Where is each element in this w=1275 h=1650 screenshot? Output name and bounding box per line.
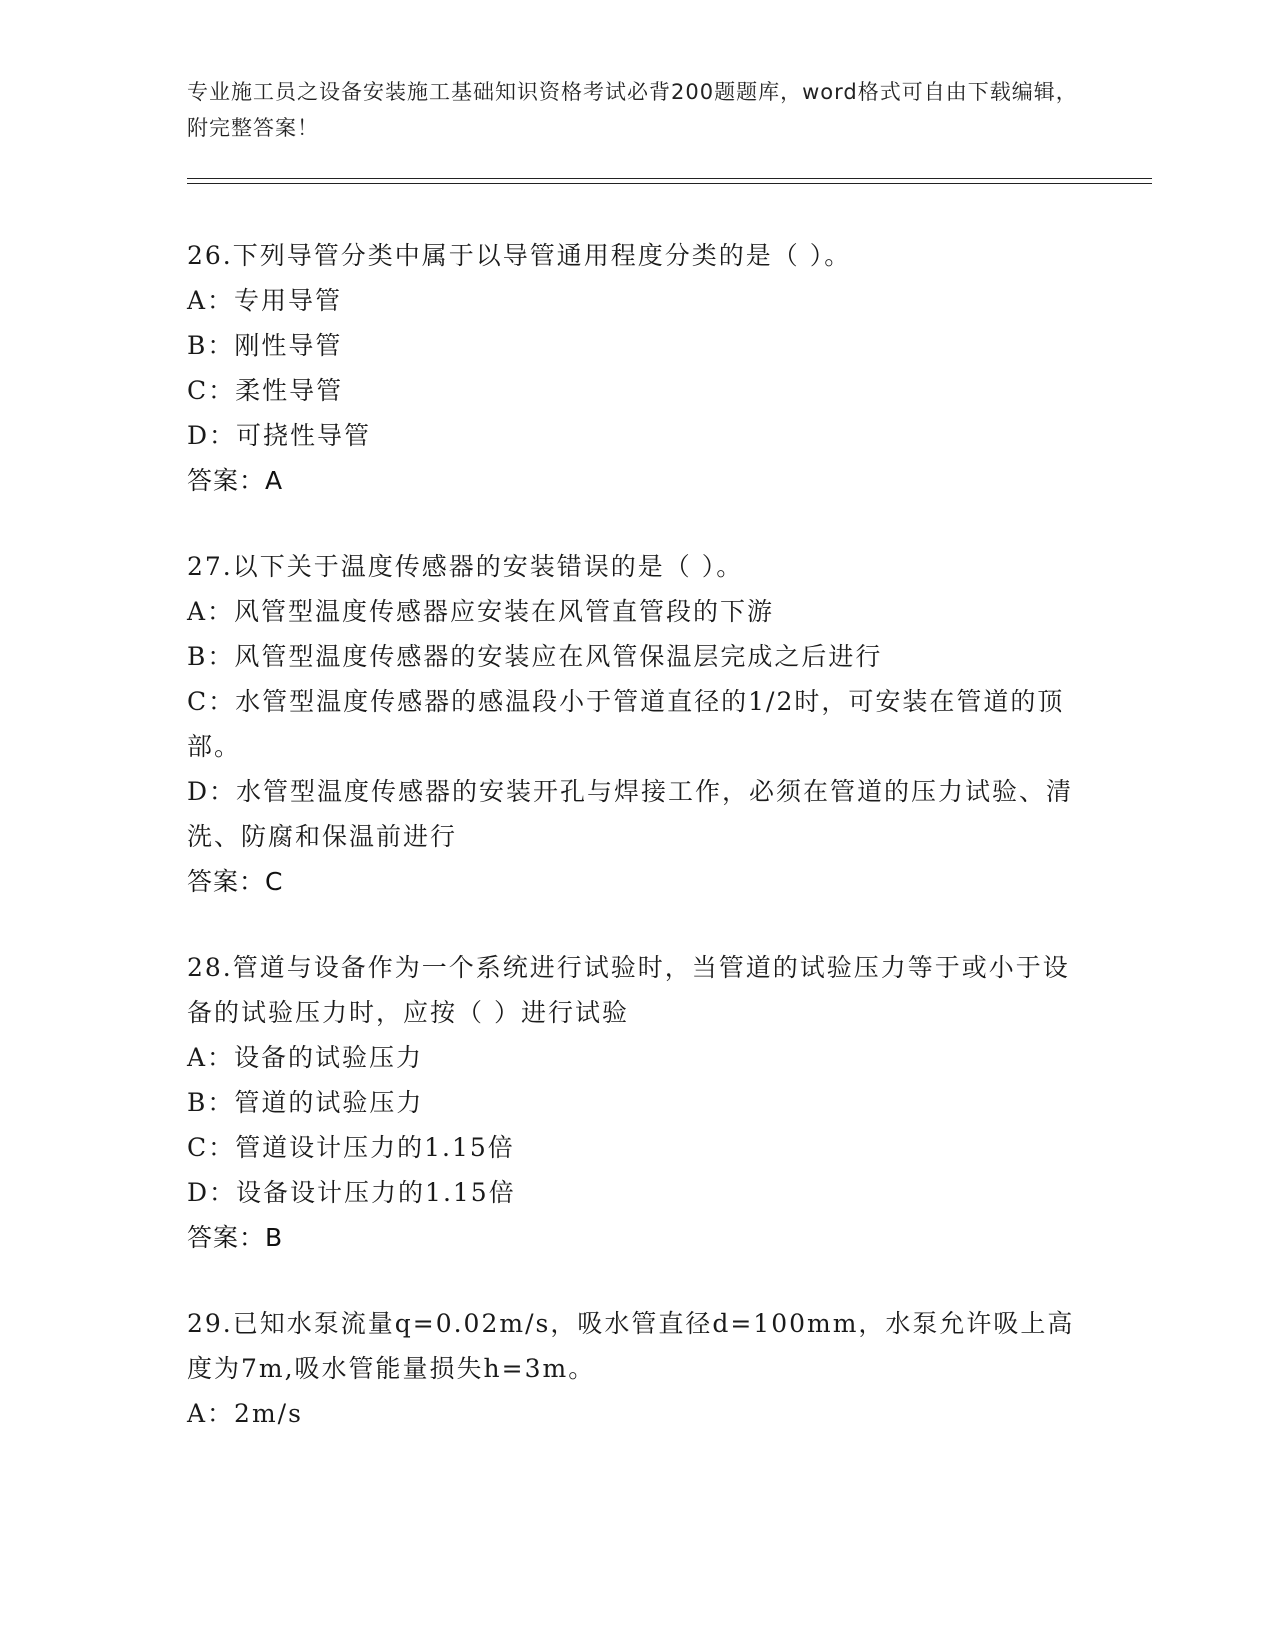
option-a: A：2m/s — [187, 1399, 303, 1428]
option-c: C：柔性导管 — [187, 376, 344, 405]
option-d: D：设备设计压力的1.15倍 — [187, 1178, 516, 1207]
option-d: D：水管型温度传感器的安装开孔与焊接工作，必须在管道的压力试验、清洗、防腐和保温前进行 — [187, 777, 1074, 851]
question-26 — [187, 233, 1087, 503]
header-rule-bottom — [187, 183, 1152, 184]
option-b: B：刚性导管 — [187, 331, 343, 360]
question-28 — [187, 945, 1087, 1260]
option-d: D：可挠性导管 — [187, 421, 372, 450]
question-stem: 29.已知水泵流量q=0.02m/s，吸水管直径d=100mm，水泵允许吸上高度为7m,吸水管能量损失h=3m。 — [187, 1309, 1075, 1383]
header-rule-top — [187, 178, 1152, 179]
question-stem: 28.管道与设备作为一个系统进行试验时，当管道的试验压力等于或小于设备的试验压力时，应按（ ）进行试验 — [187, 953, 1070, 1027]
question-27 — [187, 544, 1087, 904]
question-stem: 27.以下关于温度传感器的安装错误的是（ ）。 — [187, 552, 744, 581]
option-a: A：专用导管 — [187, 286, 343, 315]
option-b: B：管道的试验压力 — [187, 1088, 424, 1117]
answer-label: 答案：C — [187, 867, 284, 896]
option-a: A：设备的试验压力 — [187, 1043, 424, 1072]
question-29 — [187, 1301, 1087, 1436]
option-a: A：风管型温度传感器应安装在风管直管段的下游 — [187, 597, 775, 626]
question-list — [187, 233, 1087, 1477]
option-c: C：水管型温度传感器的感温段小于管道直径的1/2时，可安装在管道的顶部。 — [187, 687, 1065, 761]
answer-label: 答案：B — [187, 1223, 284, 1252]
question-stem: 26.下列导管分类中属于以导管通用程度分类的是（ ）。 — [187, 241, 852, 270]
option-b: B：风管型温度传感器的安装应在风管保温层完成之后进行 — [187, 642, 883, 671]
document-header: 专业施工员之设备安装施工基础知识资格考试必背200题题库，word格式可自由下载编辑，附完整答案！ — [187, 80, 1078, 140]
option-c: C：管道设计压力的1.15倍 — [187, 1133, 515, 1162]
answer-label: 答案：A — [187, 466, 284, 495]
